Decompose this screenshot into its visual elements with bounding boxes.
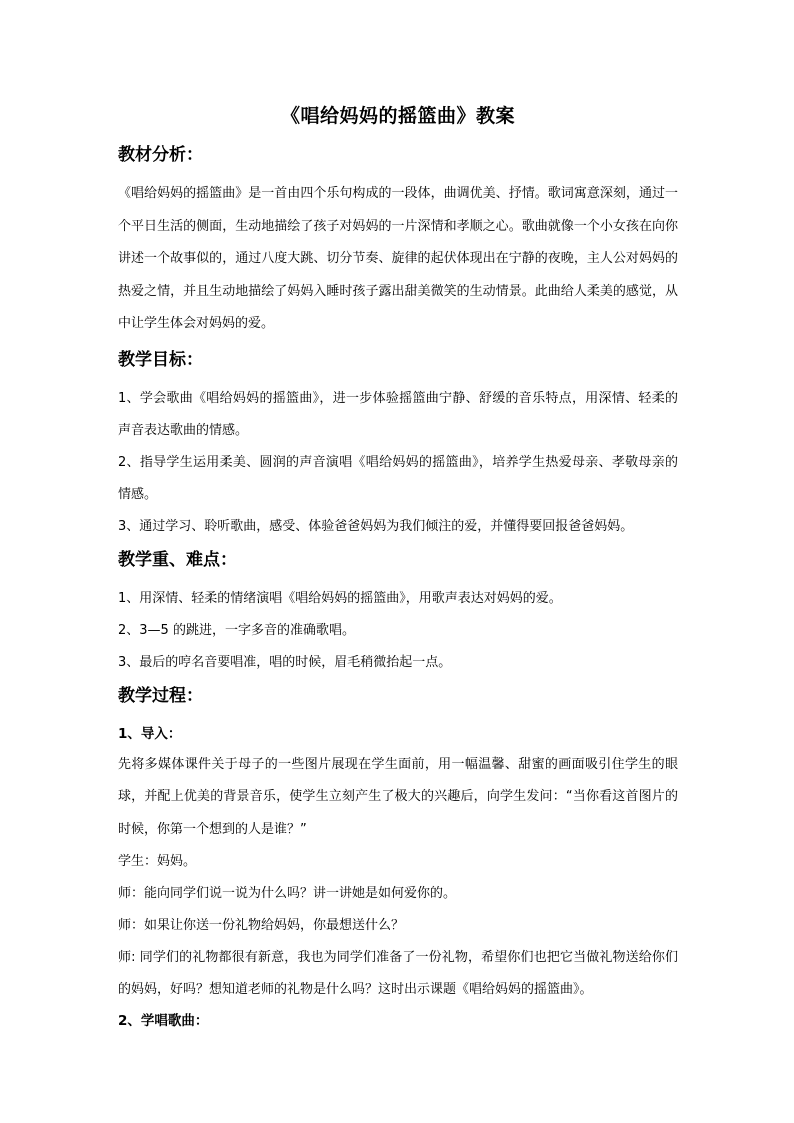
section-heading-key-points: 教学重、难点： — [118, 549, 237, 570]
dialog-line-2: 师：能向同学们说一说为什么吗？讲一讲她是如何爱你的。 — [118, 886, 457, 901]
dialog-line-1: 学生：妈妈。 — [118, 854, 197, 869]
step1-intro-paragraph: 先将多媒体课件关于母子的一些图片展现在学生面前，用一幅温馨、甜蜜的画面吸引住学生的眼球，并配上优美的背景音乐，使学生立刻产生了极大的兴趣后，向学生发问：“当你看这首图片的时候，你第一个想到的人是谁？” — [118, 756, 678, 837]
section-heading-goals: 教学目标： — [118, 349, 203, 370]
section-heading-analysis: 教材分析： — [118, 145, 203, 165]
section-heading-process: 教学过程： — [118, 685, 203, 706]
document-title: 《唱给妈妈的摇篮曲》教案 — [280, 105, 515, 127]
dialog-line-3: 师：如果让你送一份礼物给妈妈，你最想送什么？ — [118, 918, 405, 933]
goal-item-1: 1、学会歌曲《唱给妈妈的摇篮曲》，进一步体验摇篮曲宁静、舒缓的音乐特点，用深情、轻柔的声音表达歌曲的情感。 — [118, 390, 678, 438]
dialog-line-4: 师: 同学们的礼物都很有新意，我也为同学们准备了一份礼物，希望你们也把它当做礼物送给你们的妈妈，好吗？想知道老师的礼物是什么吗？这时出示课题《唱给妈妈的摇篮曲》。 — [118, 950, 678, 997]
document-page — [118, 98, 678, 1036]
analysis-paragraph: 《唱给妈妈的摇篮曲》是一首由四个乐句构成的一段体，曲调优美、抒情。歌词寓意深刻，通过一个平日生活的侧面，生动地描绘了孩子对妈妈的一片深情和孝顺之心。歌曲就像一个小女孩在向你讲述一个故事似的，通过八度大跳、切分节奏、旋律的起伏体现出在宁静的夜晚，主人公对妈妈的热爱之情，并且生动地描绘了妈妈入睡时孩子露出甜美微笑的生动情景。此曲给人柔美的感觉，从中让学生体会对妈妈的爱。 — [118, 186, 678, 331]
goal-item-2: 2、指导学生运用柔美、圆润的声音演唱《唱给妈妈的摇篮曲》，培养学生热爱母亲、孝敬母亲的情感。 — [118, 454, 678, 502]
step1-heading: 1、导入： — [118, 725, 182, 742]
key-point-item-3: 3、最后的哼名音要唱准，唱的时候，眉毛稍微抬起一点。 — [118, 654, 452, 670]
key-point-item-1: 1、用深情、轻柔的情绪演唱《唱给妈妈的摇篮曲》，用歌声表达对妈妈的爱。 — [118, 590, 562, 606]
goal-item-3: 3、通过学习、聆听歌曲，感受、体验爸爸妈妈为我们倾注的爱，并懂得要回报爸爸妈妈。 — [118, 518, 634, 534]
key-point-item-2: 2、3—5 的跳进，一字多音的准确歌唱。 — [118, 622, 355, 638]
step2-heading: 2、学唱歌曲： — [118, 1013, 209, 1029]
